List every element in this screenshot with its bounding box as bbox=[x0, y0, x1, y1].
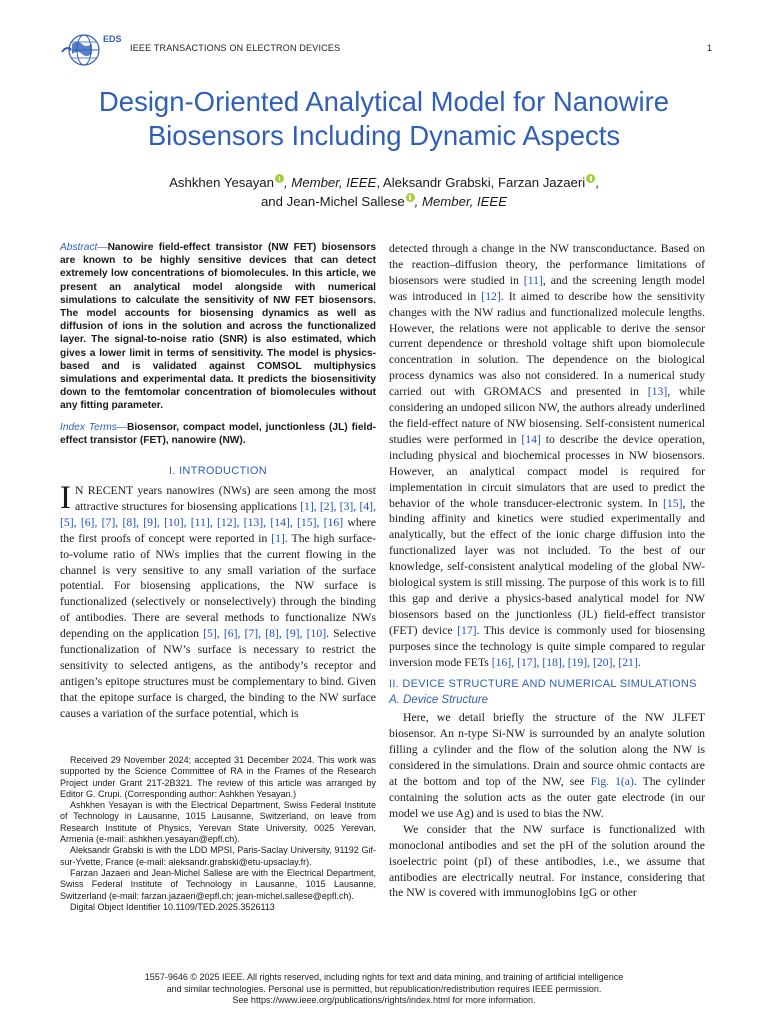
citation-link[interactable]: [11] bbox=[523, 273, 543, 287]
orcid-icon[interactable] bbox=[586, 174, 595, 183]
text-run: where the first proofs of concept were reported in bbox=[60, 515, 376, 545]
footnote-affiliation: Farzan Jazaeri and Jean-Michel Sallese are with the Electrical Department, Swiss Federal Institute of Technology in Lausanne, 1015 Lausanne, Switzerland (e-mail: farzan.jazaeri@epfl.ch; jean-michel.sallese@epfl.ch). bbox=[60, 867, 376, 901]
text-run: to describe the device operation, including physical and biochemical processes in NW biosensors. However, an analytical compact model is required for implementation in circuit simulators that are used to predict the behavior of the whole transducer-electronic system. In bbox=[389, 432, 706, 510]
functionalization-paragraph: We consider that the NW surface is functionalized with monoclonal antibodies and set the pH of the solution around the isoelectric point (pI) of these antibodies, i.e., we assume that antibodies are electrically neutral. For instance, considering that the NW is covered with immunoglobins IgG or other bbox=[389, 822, 705, 900]
page-header bbox=[60, 30, 712, 70]
text-run: . Selective functionalization of NW’s surface is necessary to restrict the sensitivity to selected antigens, as the antibody’s receptor and antigen’s epitope structures must be complementary to bind. Given that the epitope surface is charged, the binding to the NW surface causes a variation of the surface potential, which is bbox=[60, 627, 376, 720]
title-line-1: Design-Oriented Analytical Model for Nanowire bbox=[98, 86, 670, 117]
subsection-heading-device-structure: A. Device Structure bbox=[389, 694, 489, 707]
svg-text:EDS: EDS bbox=[103, 34, 122, 44]
citation-link[interactable]: [1], [2], [3], [4], [5], [6], [7], [8], [9], [10], [11], [12], [13], [14], [15], [16] bbox=[60, 499, 376, 529]
text-run: N RECENT years nanowires (NWs) are seen among the most attractive structures for biosensing applications bbox=[75, 484, 376, 513]
citation-link[interactable]: [17] bbox=[457, 623, 477, 637]
figure-link[interactable]: Fig. 1(a) bbox=[590, 775, 634, 789]
author-name: Ashkhen Yesayan bbox=[169, 175, 274, 190]
paper-title bbox=[40, 85, 728, 153]
copyright-line: 1557-9646 © 2025 IEEE. All rights reserved, including rights for text and data mining, and training of artificial intelligence bbox=[144, 972, 624, 982]
journal-name: IEEE TRANSACTIONS ON ELECTRON DEVICES bbox=[130, 43, 341, 53]
abstract-text: Nanowire field-effect transistor (NW FET) biosensors are known to be highly sensitive devices that can detect extremely low concentrations of biomolecules. In this article, we present an analytical model alongside with numerical simulations to calculate the sensitivity of NW FET biosensors. The model accounts for biosensing dynamics as well as diffusion of ions in the solution and across the functionalized layer. The signal-to-noise ratio (SNR) is also estimated, which gives a lower limit in terms of sensitivity. The model is physics-based and is validated against COMSOL multiphysics simulations and experimental data. It predicts the biosensitivity down to the femtomolar concentration of biomolecules without any fitting parameter. bbox=[60, 242, 376, 412]
device-paragraph bbox=[389, 710, 705, 821]
author-role: , Member, IEEE bbox=[283, 175, 377, 190]
citation-link[interactable]: [1] bbox=[271, 531, 285, 545]
author-role: , Member, IEEE bbox=[414, 194, 508, 209]
text-run: , the binding affinity and kinetics were studied experimentally and analytically, but the effect of the ionic charge diffusion into the functionalized layer was not included. To the best of our knowledge, self-consistent analytical modeling of the global NW-biological system is still missing. The purpose of this work is to fill this gap and derive a physics-based analytical model for NW biosensors based on the junctionless (JL) field-effect transistor (FET) device bbox=[389, 496, 705, 637]
section-heading-introduction: I. INTRODUCTION bbox=[169, 465, 267, 478]
drop-cap: I bbox=[60, 480, 71, 517]
citation-link[interactable]: [15] bbox=[663, 496, 683, 510]
title-line-2: Biosensors Including Dynamic Aspects bbox=[147, 120, 621, 151]
author-names: , Aleksandr Grabski, Farzan Jazaeri bbox=[376, 175, 586, 190]
copyright-notice bbox=[60, 972, 708, 1007]
author-name: and Jean-Michel Sallese bbox=[260, 194, 405, 209]
citation-link[interactable]: [5], [6], [7], [8], [9], [10] bbox=[203, 627, 327, 641]
intro-paragraph bbox=[60, 480, 377, 722]
text-run: . This device is commonly used for biosensing purposes since the technology is quite simple compared to regular inversion mode FETs bbox=[389, 623, 705, 669]
index-terms bbox=[60, 421, 376, 447]
text-run: detected through a change in the NW transconductance. Based on the reaction–diffusion theory, the performance limitations of biosensors were studied in bbox=[389, 242, 705, 287]
index-terms-label: Index Terms— bbox=[60, 421, 127, 433]
text-run: . The high surface-to-volume ratio of NWs implies that the current flowing in the channel is very sensitive to any small variation of the surface potential. For biosensing applications, the NW surface is functionalized (selectively or nonselectively) through the binding of antibodies. There are several methods to functionalize NWs depending on the application bbox=[60, 531, 377, 641]
citation-link[interactable]: [16], [17], [18], [19], [20], [21] bbox=[491, 655, 638, 669]
right-column bbox=[389, 241, 705, 901]
orcid-icon[interactable] bbox=[275, 174, 284, 183]
text-run: . The cylinder containing the solution acts as the outer gate electrode (in our model we use Ag) and is used to bias the NW. bbox=[389, 775, 705, 820]
index-terms-text: Biosensor, compact model, junctionless (JL) field-effect transistor (FET), nanowire (NW). bbox=[60, 421, 376, 446]
citation-link[interactable]: [13] bbox=[647, 385, 668, 399]
section-heading-device-structure: II. DEVICE STRUCTURE AND NUMERICAL SIMULATIONS bbox=[389, 678, 697, 691]
orcid-icon[interactable] bbox=[406, 193, 415, 202]
text-run: . It aimed to describe how the sensitivity changes with the NW radius and functionalized molecule lengths. However, the relations were not applicable to derive the sensor current dependence or threshold voltage shift upon biomolecule concentration in solution. The dependence on the biological process dynamics was also not considered. In a numerical study carried out with GROMACS and presented in bbox=[389, 289, 705, 399]
footnote-received: Received 29 November 2024; accepted 31 December 2024. This work was supported by the Science Committee of RA in the Frames of the Research Project under Grant 21T-2B321. The review of this article was arranged by Editor G. Crupi. (Corresponding author: Ashkhen Yesayan.) bbox=[60, 755, 376, 799]
copyright-line: and similar technologies. Personal use is permitted, but republication/redistribution requires IEEE permission. bbox=[166, 983, 602, 994]
copyright-line: See https://www.ieee.org/publications/rights/index.html for more information. bbox=[232, 995, 536, 1005]
page-number: 1 bbox=[706, 43, 712, 53]
left-column bbox=[60, 241, 376, 722]
abstract bbox=[60, 241, 376, 413]
text-run: . bbox=[637, 655, 641, 669]
citation-link[interactable]: [14] bbox=[521, 432, 541, 446]
text-run: , while considering an undoped silicon NW, the authors already underlined the field-effect nature of NW biosensing. Self-consistent numerical studies were performed in bbox=[389, 385, 706, 446]
footnotes bbox=[60, 755, 376, 913]
author-list: Ashkhen Yesayan , Member, IEEE, Aleksandr Grabski, Farzan Jazaeri , and Jean-Michel Sallese , Member, IEEE bbox=[169, 175, 599, 209]
text-run: , and the screening length model was introduced in bbox=[389, 273, 705, 303]
footnote-affiliation: Aleksandr Grabski is with the LDD MPSI, Paris-Saclay University, 91192 Gif-sur-Yvette, France (e-mail: aleksandr.grabski@etu-upsaclay.fr). bbox=[60, 845, 376, 867]
citation-link[interactable]: [12] bbox=[481, 289, 501, 303]
footnote-affiliation: Ashkhen Yesayan is with the Electrical Department, Swiss Federal Institute of Technology in Lausanne, 1015 Lausanne, Switzerland, on leave from Research Institute of Physics, Yerevan State University, 0025 Yerevan, Armenia (e-mail: ashkhen.yesayan@epfl.ch). bbox=[60, 800, 376, 845]
text-run: Here, we detail briefly the structure of the NW JLFET biosensor. An n-type Si-NW is surrounded by an analyte solution filling a cylinder and the flow of the solution along the NW is considered in the simulations. Drain and source ohmic contacts are at the bottom and top of the NW, see bbox=[389, 711, 705, 789]
abstract-label: Abstract— bbox=[60, 242, 108, 253]
footnote-doi: Digital Object Identifier 10.1109/TED.2025.3526113 bbox=[70, 901, 275, 912]
eds-logo-icon bbox=[60, 30, 122, 70]
intro-paragraph-continued bbox=[389, 241, 705, 670]
